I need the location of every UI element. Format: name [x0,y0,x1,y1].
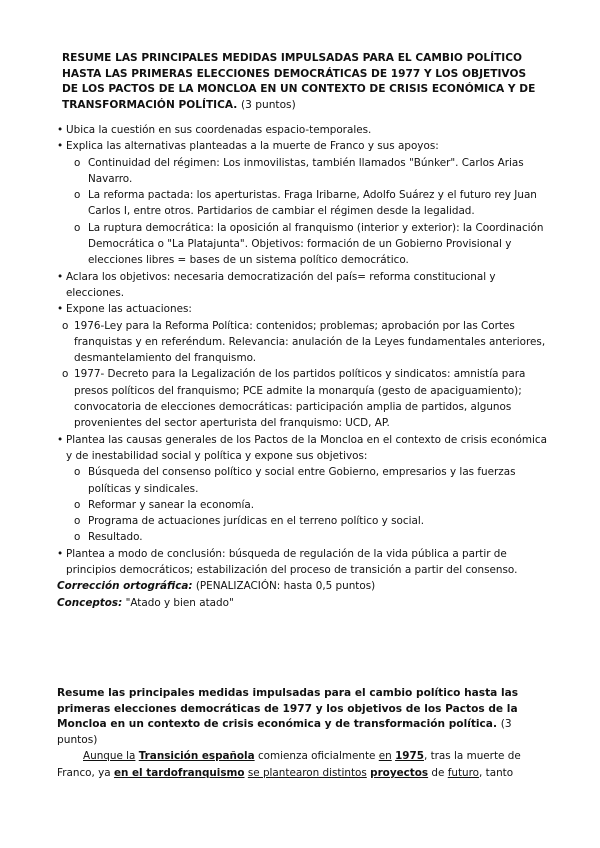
list-item: • Plantea las causas generales de los Pactos de la Moncloa en el contexto de crisis económica y de inestabilidad social y política y expone sus objetivos: [57,432,549,465]
list-item: • Expone las actuaciones: [57,301,549,317]
concepts-line [57,595,549,611]
sub-list-item: o 1976-Ley para la Reforma Política: contenidos; problemas; aprobación por las Cortes franquistas y en referéndum. Relevancia: anulación de la Leyes fundamentales anteriores, desmantelamiento del franquismo. [57,318,549,367]
sub-list-item: o Continuidad del régimen: Los inmovilistas, también llamados "Búnker". Carlos Arias Navarro. [57,155,549,188]
answer-heading [57,686,543,748]
text-span: , tanto [479,767,514,779]
sub-list-item: o La ruptura democrática: la oposición al franquismo (interior y exterior): la Coordinación Democrática o "La Platajunta". Objetivos: formación de un Gobierno Provisional y elecciones libres = bases de un sistema político democrático. [57,220,549,269]
text-span: en [378,750,392,762]
sub-list-item: o Resultado. [57,529,549,545]
grading-criteria-list [57,122,549,611]
key-term: Transición española [138,750,255,762]
text-span: se plantearon distintos [247,767,367,779]
list-item: • Aclara los objetivos: necesaria democratización del país= reforma constitucional y elecciones. [57,269,549,302]
concepts-label: Conceptos: [57,596,123,609]
question-title: RESUME LAS PRINCIPALES MEDIDAS IMPULSADAS PARA EL CAMBIO POLÍTICO HASTA LAS PRIMERAS ELECCIONES DEMOCRÁTICAS DE 1977 Y LOS OBJETIVOS DE LOS PACTOS DE LA MONCLOA EN UN CONTEXTO DE CRISIS ECONÓMICA Y DE TRANSFORMACIÓN POLÍTICA. [62,52,536,111]
list-item: • Explica las alternativas planteadas a la muerte de Franco y sus apoyos: [57,138,549,154]
sub-list-item: o Búsqueda del consenso político y social entre Gobierno, empresarios y las fuerzas políticas y sindicales. [57,464,549,497]
text-span: comienza oficialmente [257,750,376,762]
list-item: • Ubica la cuestión en sus coordenadas espacio-temporales. [57,122,549,138]
answer-paragraph [57,748,545,782]
answer-title: Resume las principales medidas impulsadas para el cambio político hasta las primeras elecciones democráticas de 1977 y los objetivos de los Pactos de la Moncloa en un contexto de crisis económica y de transformación política. [57,687,519,731]
answer-points: (3 puntos) [57,718,512,746]
key-term: 1975 [395,750,424,762]
list-item: • Plantea a modo de conclusión: búsqueda de regulación de la vida pública a partir de principios democráticos; estabilización del proceso de transición a partir del consenso. [57,546,549,579]
key-term: en el tardofranquismo [113,767,245,779]
sub-list-item: o La reforma pactada: los aperturistas. Fraga Iribarne, Adolfo Suárez y el futuro rey Juan Carlos I, entre otros. Partidarios de cambiar el régimen desde la legalidad. [57,187,549,220]
spelling-correction-text: (PENALIZACIÓN: hasta 0,5 puntos) [195,580,376,593]
text-span: futuro [447,767,480,779]
text-span: Aunque la [83,750,136,762]
spelling-correction-label: Corrección ortográfica: [57,580,193,593]
key-term: proyectos [370,767,429,779]
sub-list-item: o Reformar y sanear la economía. [57,497,549,513]
sub-list-item: o Programa de actuaciones jurídicas en el terreno político y social. [57,513,549,529]
question-points: (3 puntos) [241,98,296,111]
concepts-text: "Atado y bien atado" [125,596,234,609]
text-span: de [431,767,445,779]
text-span: , tras la muerte de Franco, ya [57,750,521,779]
spelling-correction-line [57,578,549,594]
question-heading [62,51,542,113]
sub-list-item: o 1977- Decreto para la Legalización de los partidos políticos y sindicatos: amnistía para presos políticos del franquismo; PCE admite la monarquía (gesto de apaciguamiento); convocatoria de elecciones democráticas: participación amplia de partidos, algunos provenientes del sector aperturista del franquismo: UCD, AP. [57,366,549,431]
